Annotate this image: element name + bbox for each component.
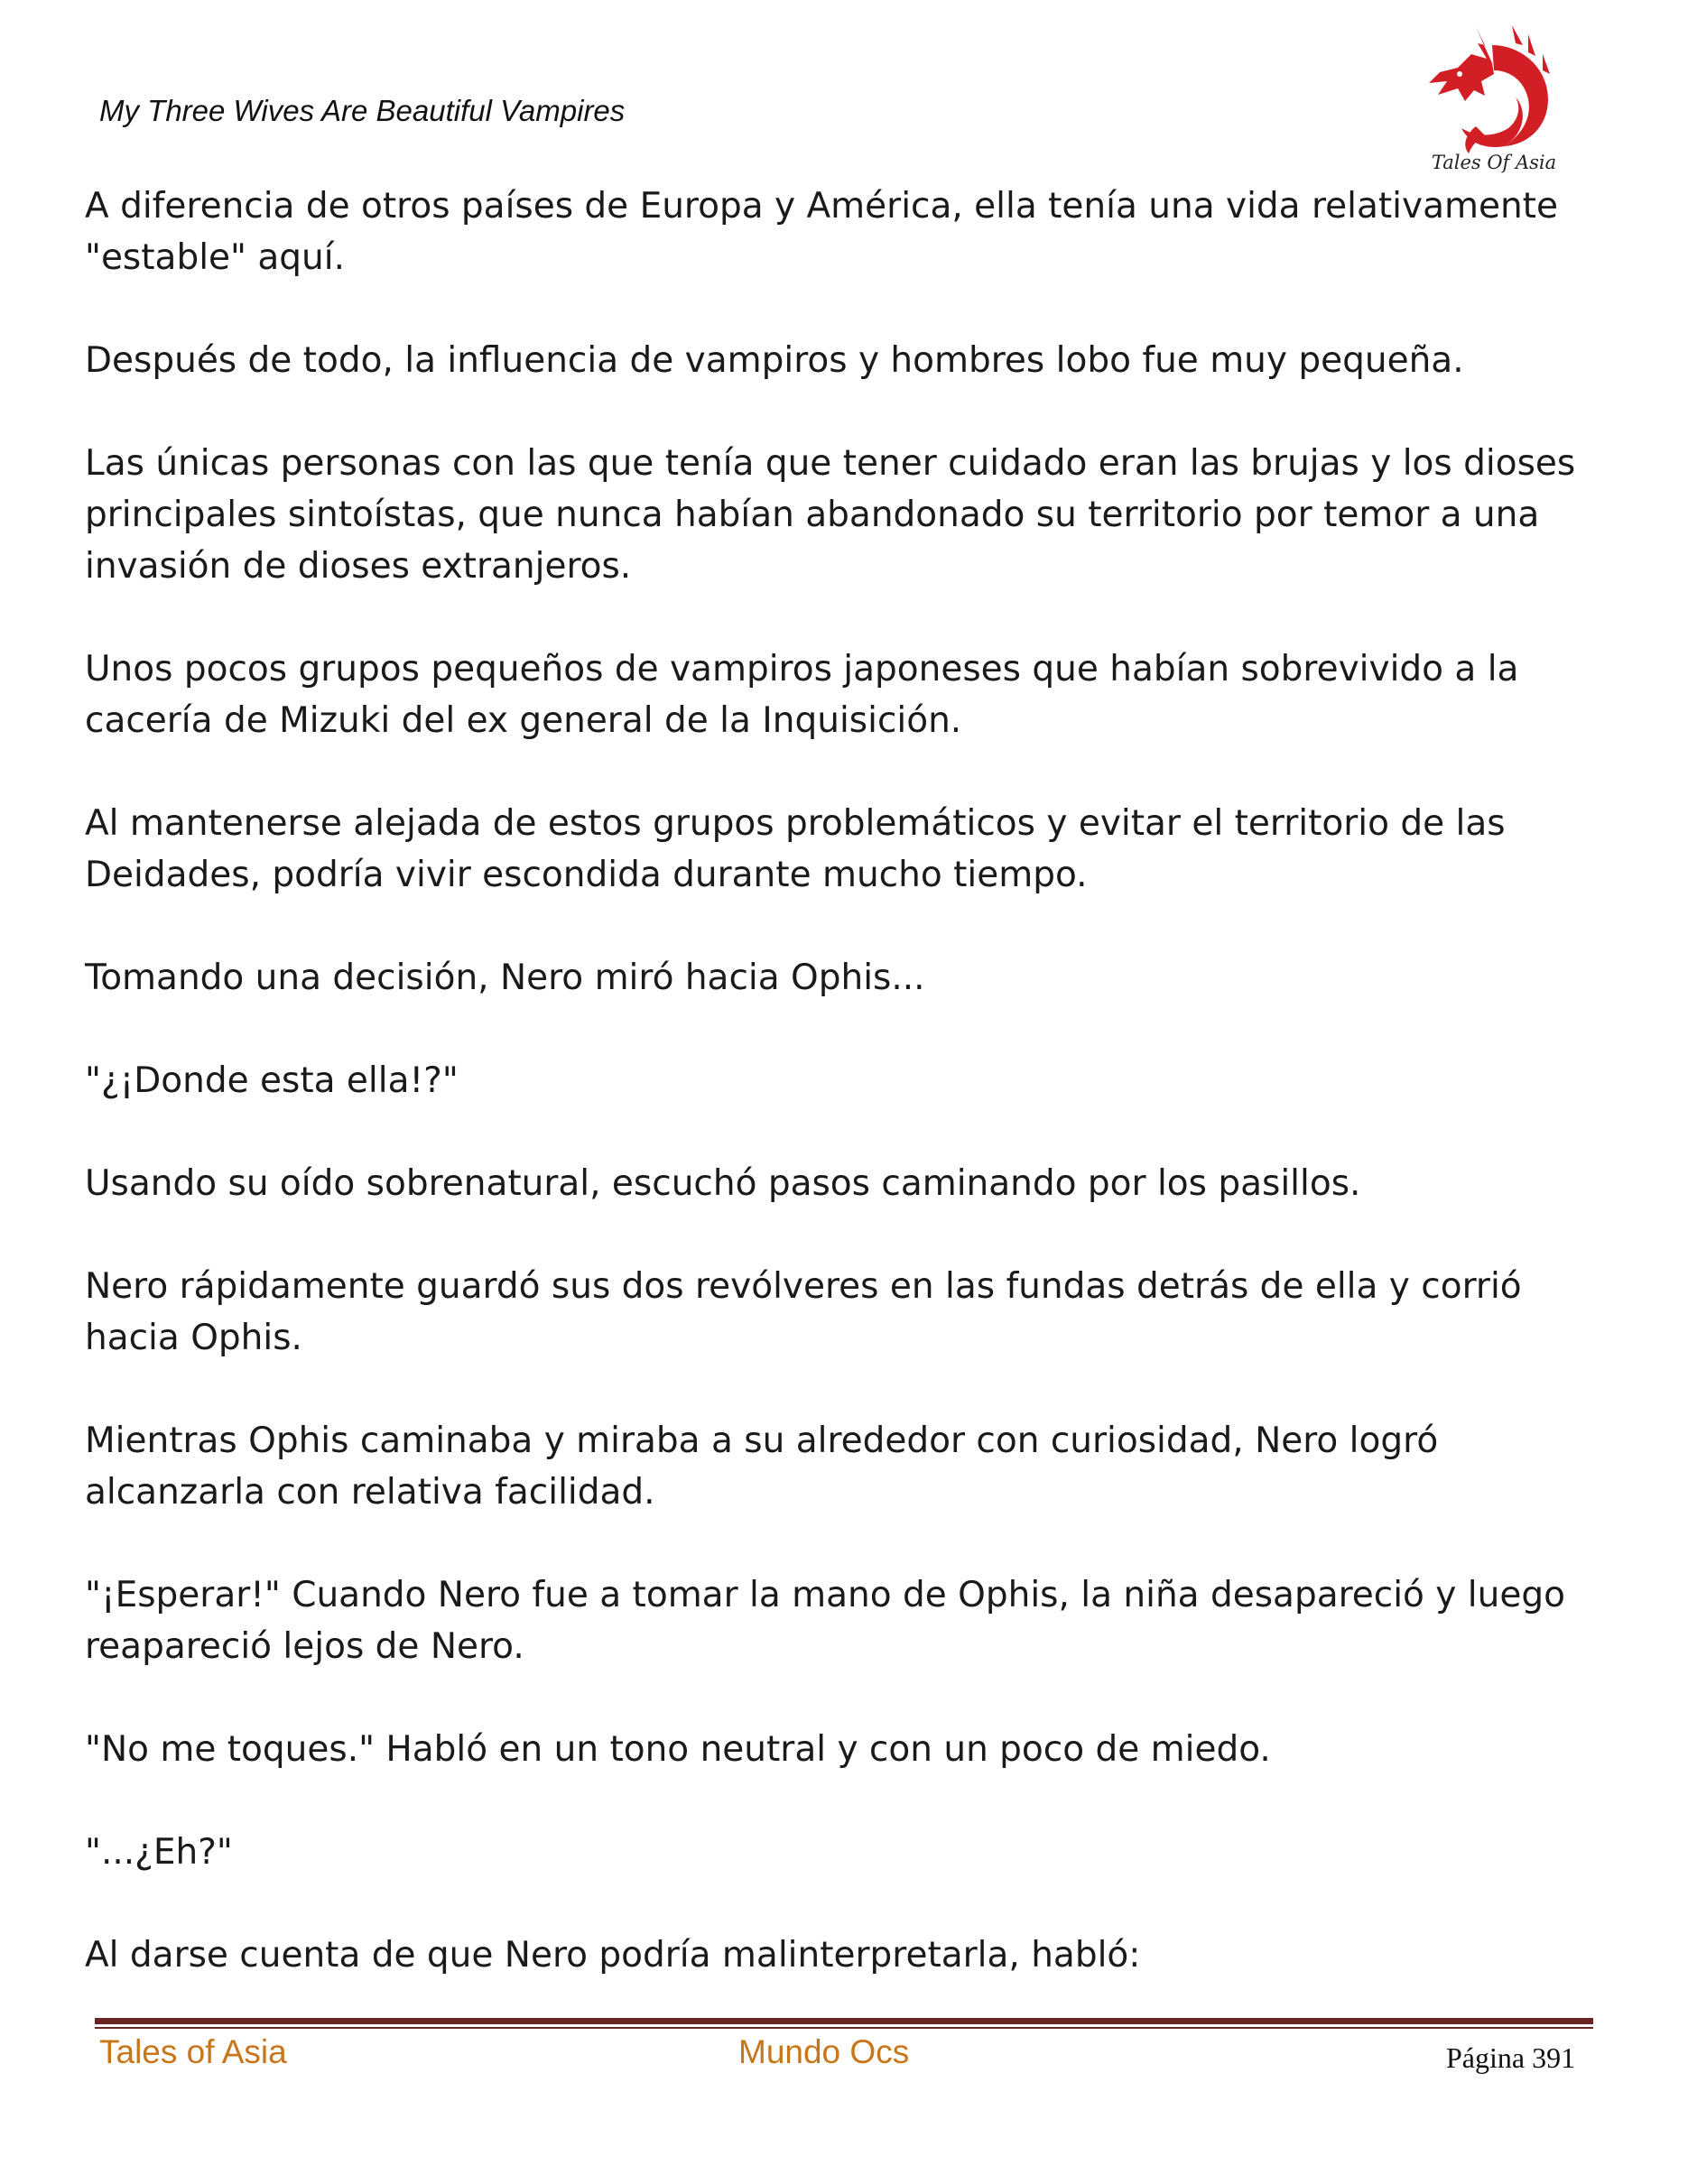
- chapter-body: [85, 180, 1619, 2032]
- page-number: Página 391: [1446, 2041, 1576, 2074]
- paragraph: A diferencia de otros países de Europa y América, ella tenía una vida relativamente "estable" aquí.: [85, 186, 1558, 278]
- paragraph: "¿¡Donde esta ella!?": [85, 1060, 459, 1101]
- paragraph: Al mantenerse alejada de estos grupos problemáticos y evitar el territorio de las Deidades, podría vivir escondida durante mucho tiempo.: [85, 803, 1506, 895]
- paragraph: "...¿Eh?": [85, 1832, 233, 1873]
- paragraph: Nero rápidamente guardó sus dos revólveres en las fundas detrás de ella y corrió hacia Ophis.: [85, 1266, 1522, 1358]
- paragraph: Unos pocos grupos pequeños de vampiros japoneses que habían sobrevivido a la cacería de Mizuki del ex general de la Inquisición.: [85, 649, 1519, 741]
- footer-section: Mundo Ocs: [738, 2033, 910, 2070]
- paragraph: Después de todo, la influencia de vampiros y hombres lobo fue muy pequeña.: [85, 340, 1464, 381]
- footer-divider: [95, 2018, 1593, 2031]
- paragraph: Al darse cuenta de que Nero podría malinterpretarla, habló:: [85, 1935, 1141, 1976]
- paragraph: "No me toques." Habló en un tono neutral y con un poco de miedo.: [85, 1729, 1271, 1770]
- paragraph: Las únicas personas con las que tenía que tener cuidado eran las brujas y los dioses principales sintoístas, que nunca habían abandonado su territorio por temor a una invasión de dioses extranjeros.: [85, 443, 1576, 587]
- logo-text: Tales Of Asia: [1431, 152, 1557, 173]
- paragraph: Usando su oído sobrenatural, escuchó pasos caminando por los pasillos.: [85, 1163, 1361, 1204]
- paragraph: Tomando una decisión, Nero miró hacia Ophis...: [85, 958, 925, 998]
- paragraph: "¡Esperar!" Cuando Nero fue a tomar la mano de Ophis, la niña desapareció y luego reapareció lejos de Nero.: [85, 1575, 1565, 1667]
- footer-publisher: Tales of Asia: [99, 2033, 287, 2070]
- book-title: My Three Wives Are Beautiful Vampires: [99, 94, 626, 127]
- paragraph: Mientras Ophis caminaba y miraba a su alrededor con curiosidad, Nero logró alcanzarla con relativa facilidad.: [85, 1421, 1439, 1513]
